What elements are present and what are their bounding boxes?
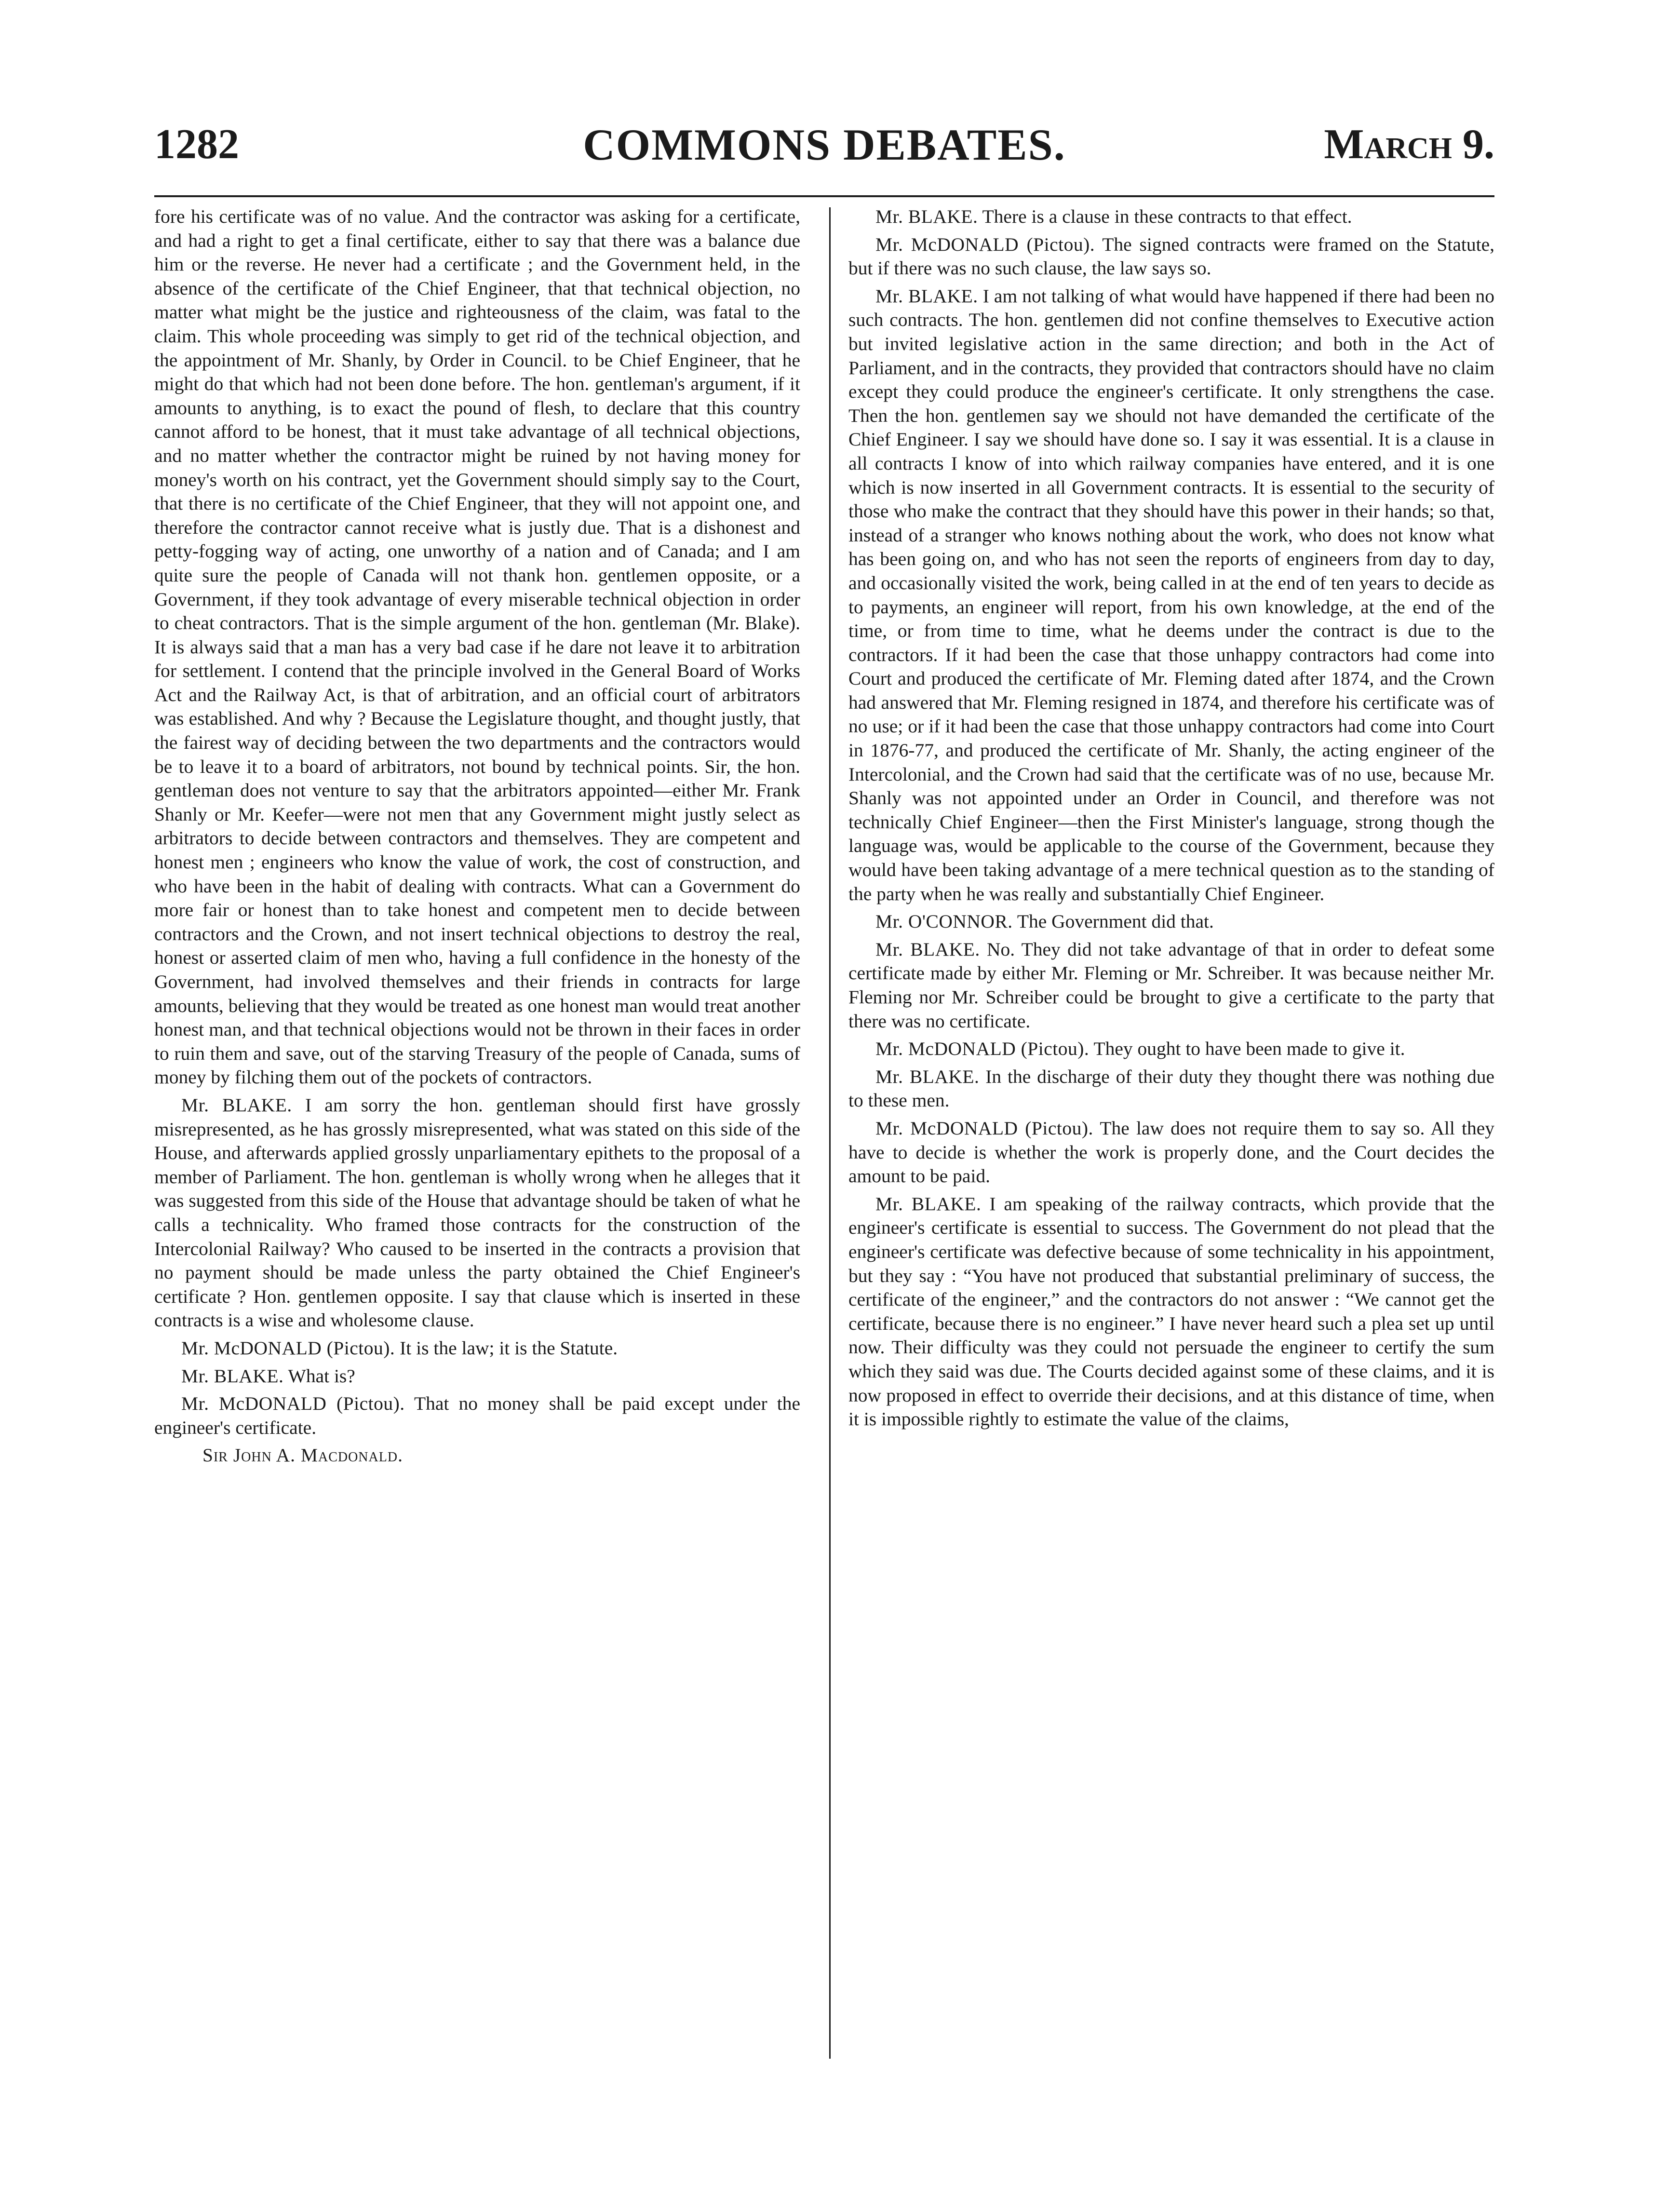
issue-date: March 9. [1324,121,1494,168]
speech-text: The law does not require them to say so. All they have to decide is whether the work is properly done, and the Court decides the amount to be paid. [848,1117,1494,1187]
paragraph [848,1037,1494,1061]
paragraph [154,1364,800,1389]
paragraph [848,938,1494,1033]
speech-text: The signed contracts were framed on the Statute, but if there was no such clause, the law says so. [848,233,1494,279]
paragraph [154,205,800,1090]
speech-text: fore his certificate was of no value. And the contractor was asking for a certificate, and had a right to get a final certificate, either to say that there was a balance due him or the reverse. He never had a certificate ; and the Government held, in the absence of the certificate of the Chief Engineer, that that technical objection, no matter what might be the justice and righteousness of the claim, was fatal to the claim. This whole proceeding was simply to get rid of the technical objection, and the appointment of Mr. Shanly, by Order in Council. to be Chief Engineer, that he might do that which had not been done before. The hon. gentleman's argument, if it amounts to anything, is to exact the pound of flesh, to declare that this country cannot afford to be honest, that it must take advantage of all technical objections, and no matter whether the contractor might be ruined by not having money for money's worth on his contract, yet the Government should simply say to the Court, that there is no certificate of the Chief Engineer, that they will not appoint one, and therefore the contractor cannot receive what is justly due. That is a dishonest and petty-fogging way of acting, one unworthy of a nation and of Canada; and I am quite sure the people of Canada will not thank hon. gentlemen opposite, or a Government, if they took advantage of every miserable technical objection in order to cheat contractors. That is the simple argument of the hon. gentleman (Mr. Blake). It is always said that a man has a very bad case if he dare not leave it to arbitration for settlement. I contend that the principle involved in the General Board of Works Act and the Railway Act, is that of arbitration, and an official court of arbitrators was established. And why ? Because the Legislature thought, and thought justly, that the fairest way of deciding between the two departments and the contractors would be to leave it to a board of arbitrators, not bound by technical points. Sir, the hon. gentleman does not venture to say that the arbitrators appointed—either Mr. Frank Shanly or Mr. Keefer—were not men that any Government might justly select as arbitrators to decide between contractors and themselves. They are competent and honest men ; engineers who know the value of work, the cost of construction, and who have been in the habit of dealing with contracts. What can a Government do more fair or honest than to take honest and competent men to decide between contractors and the Crown, and not insert technical objections to destroy the real, honest or asserted claim of men who, having a full confidence in the honesty of the Government, had involved themselves and their friends in contracts for large amounts, believing that they would be treated as one honest man would treat another honest man, and that technical objections would not be thrown in their faces in order to ruin them and save, out of the starving Treasury of the people of Canada, sums of money by filching them out of the pockets of contractors. [154,206,800,1088]
speaker-name: Mr. BLAKE. [181,1094,292,1116]
right-column [848,205,1494,2066]
speaker-name: Mr. BLAKE. [875,285,978,307]
speech-text: I am sorry the hon. gentleman should first have grossly misrepresented, as he has grossly misrepresented, what was stated on this side of the House, and afterwards applied grossly unparliamentary epithets to the proposal of a member of Parliament. The hon. gentleman is wholly wrong when he alleges that it was suggested from this side of the House that advantage should be taken of what he calls a technicality. Who framed those contracts for the construction of the Intercolonial Railway? Who caused to be inserted in the contracts a provision that no payment should be made unless the party obtained the Chief Engineer's certificate ? Hon. gentlemen opposite. I say that clause which is inserted in these contracts is a wise and wholesome clause. [154,1094,800,1331]
speaker-name: Mr. McDONALD (Pictou). [875,1038,1090,1060]
paragraph [848,1065,1494,1113]
paragraph [154,1392,800,1440]
speaker-name: Mr. BLAKE. [875,938,980,960]
speaker-name: Mr. McDONALD (Pictou). [875,233,1095,255]
speech-text: I am not talking of what would have happened if there had been no such contracts. The hon. gentlemen did not confine themselves to Executive action but invited legislative action in the same direction; and both in the Act of Parliament, and in the contracts, they provided that contractors should have no claim except they could produce the engineer's certificate. It only strengthens the case. Then the hon. gentlemen say we should not have demanded the certificate of the Chief Engineer. I say we should have done so. I say it was essential. It is a clause in all contracts I know of into which railway companies have entered, and it is one which is now inserted in all Government contracts. It is essential to the security of those who make the contract that they should have this power in their hands; so that, instead of a stranger who knows nothing about the work, who does not know what has been going on, and who has not seen the reports of engineers from day to day, and occasionally visited the work, being called in at the end of ten years to decide as to payments, an engineer will report, from his own knowledge, at the end of the time, or from time to time, what he deems under the contract is due to the contractors. If it had been the case that those unhappy contractors had come into Court and produced the certificate of Mr. Fleming dated after 1874, and the Crown had answered that Mr. Fleming resigned in 1874, and therefore his certificate was of no use; or if it had been the case that those unhappy contractors had come into Court in 1876-77, and produced the certificate of Mr. Shanly, the acting engineer of the Intercolonial, and the Crown had said that the certificate was of no use, because Mr. Shanly was not appointed under an Order in Council, and therefore was not technically Chief Engineer—then the First Minister's language, strong though the language was, would be applicable to the course of the Government, because they would have been taking advantage of a mere technical question as to the standing of the party when he was really and substantially Chief Engineer. [848,285,1494,904]
journal-title: COMMONS DEBATES. [583,120,1066,169]
speaker-name: Mr. O'CONNOR. [875,911,1013,932]
speech-text: The Government did that. [1017,911,1214,932]
paragraph [848,1117,1494,1188]
speaker-name: Mr. BLAKE. [875,1193,982,1214]
left-column [154,205,800,2066]
speech-text: They ought to have been made to give it. [1093,1038,1405,1060]
speaker-name: Mr. BLAKE. [181,1365,284,1387]
speech-text: That no money shall be paid except under the engineer's certificate. [154,1393,800,1438]
speech-text: It is the law; it is the Statute. [400,1337,618,1359]
paragraph [848,284,1494,906]
column-rule [829,207,831,2059]
paragraph [848,1192,1494,1431]
speaker-name: Mr. McDONALD (Pictou). [875,1117,1093,1139]
speaker-name: Mr. BLAKE. [875,206,978,227]
running-head [154,121,1494,174]
paragraph [154,1336,800,1361]
header-rule [154,195,1494,197]
speech-text: There is a clause in these contracts to that effect. [982,206,1352,227]
speaker-name: Mr. BLAKE. [875,1066,980,1087]
catchword: Sir John A. Macdonald. [202,1444,403,1466]
paragraph [848,205,1494,229]
paragraph [848,910,1494,934]
speech-text: I am speaking of the railway contracts, which provide that the engineer's certificate is essential to success. The Government do not plead that the engineer's certificate was defective because of some technicality in his appointment, but they say : “You have not produced that substantial preliminary of success, the certificate of the engineer,” and the contractors do not answer : “We cannot get the certificate, because there is no engineer.” I have never heard such a plea set up until now. Their difficulty was they could not persuade the engineer to certify the sum which they said was due. The Courts decided against some of these claims, and it is now proposed in effect to override their decisions, and at this distance of time, when it is impossible rightly to estimate the value of the claims, [848,1193,1494,1430]
speech-text: What is? [288,1365,355,1387]
paragraph [154,1093,800,1333]
speaker-name: Mr. McDONALD (Pictou). [181,1393,405,1415]
page-number: 1282 [154,121,239,168]
paragraph [848,233,1494,281]
speech-text: In the discharge of their duty they thought there was nothing due to these men. [848,1066,1494,1111]
speech-text: No. They did not take advantage of that in order to defeat some certificate made by either Mr. Fleming or Mr. Schreiber. It was because neither Mr. Fleming nor Mr. Schreiber could be brought to give a certificate to the party that there was no certificate. [848,938,1494,1032]
speaker-name: Mr. McDONALD (Pictou). [181,1337,395,1359]
